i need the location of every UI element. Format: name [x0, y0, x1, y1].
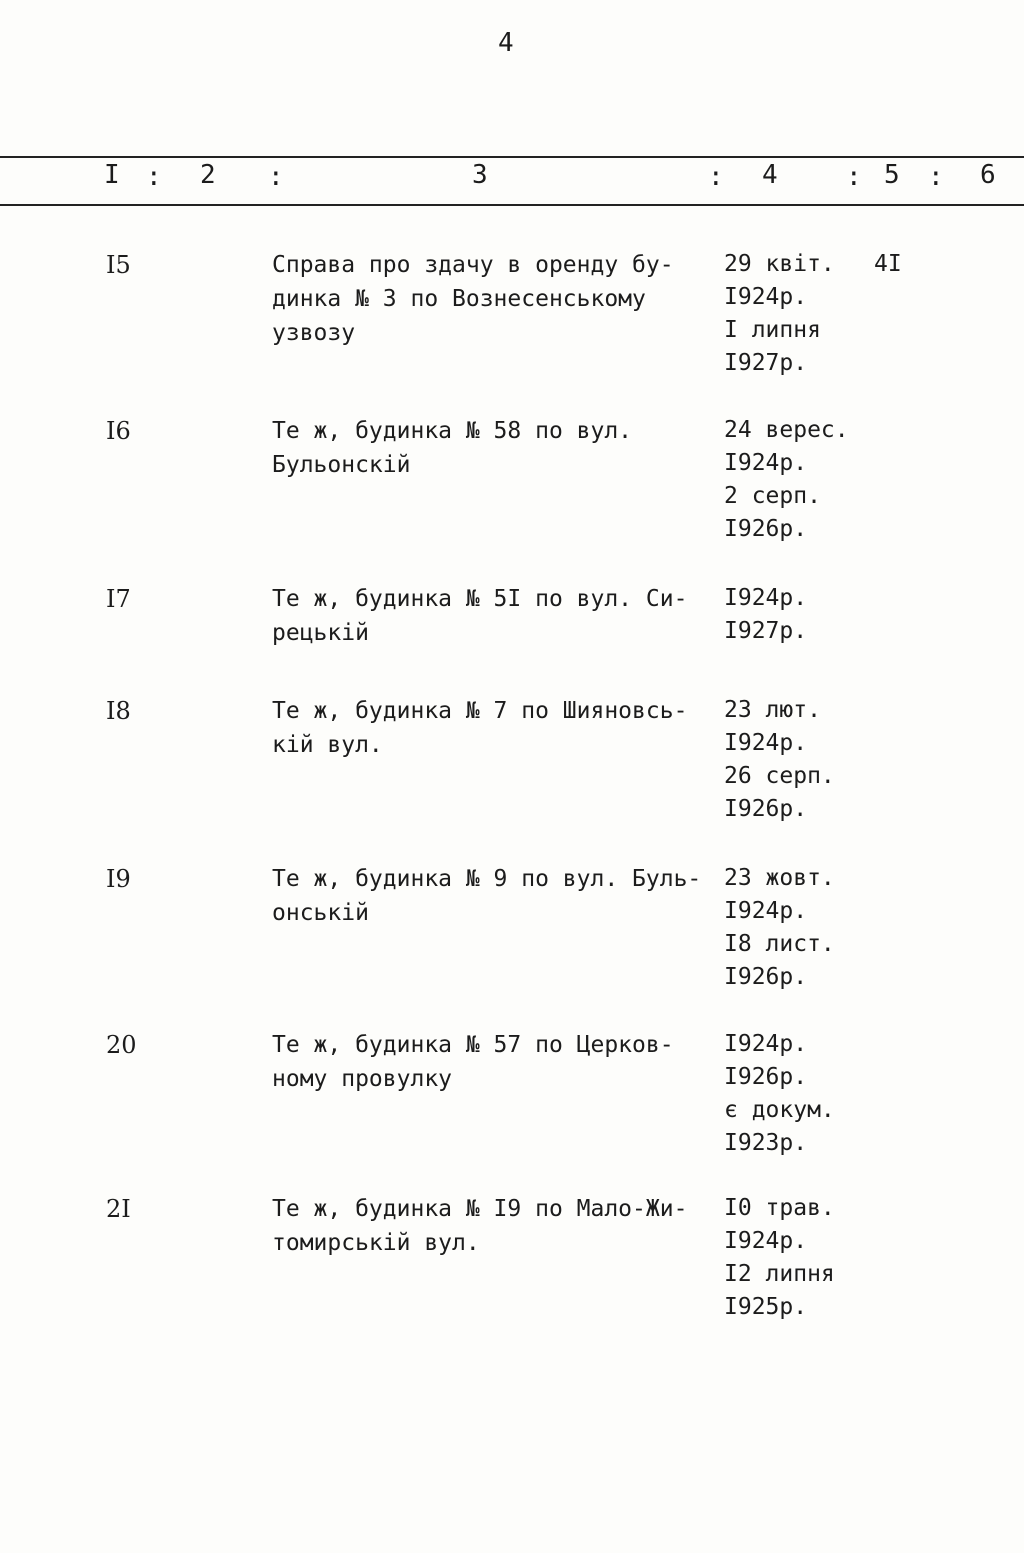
- row-dates: [724, 414, 864, 546]
- header-separator: :: [268, 162, 284, 192]
- header-separator: :: [928, 162, 944, 192]
- date-line: I927р.: [724, 618, 808, 644]
- row-number: I5: [106, 251, 131, 279]
- row-number: 20: [106, 1031, 137, 1059]
- date-line: I0 трав.: [724, 1195, 835, 1221]
- date-line: 29 квіт.: [724, 251, 835, 277]
- row-description: Те ж, будинка № 57 по Церков- ному провулку: [272, 1032, 674, 1092]
- row-description: Те ж, будинка № 5I по вул. Си- рецькій: [272, 586, 688, 646]
- date-line: I924р.: [724, 898, 808, 924]
- date-line: I927р.: [724, 350, 808, 376]
- date-line: 23 жовт.: [724, 865, 835, 891]
- header-separator: :: [846, 162, 862, 192]
- date-line: I924р.: [724, 730, 808, 756]
- header-col-4: 4: [762, 160, 778, 190]
- date-line: I926р.: [724, 1064, 808, 1090]
- date-line: I926р.: [724, 796, 808, 822]
- header-separator: :: [146, 162, 162, 192]
- date-line: I925р.: [724, 1294, 808, 1320]
- row-description: Те ж, будинка № 9 по вул. Буль- онській: [272, 866, 702, 926]
- header-separator: :: [708, 162, 724, 192]
- row-dates: [724, 1192, 864, 1324]
- page-number: 4: [498, 28, 514, 58]
- header-col-1: I: [104, 160, 120, 190]
- header-col-3: 3: [472, 160, 488, 190]
- row-number: I9: [106, 865, 131, 893]
- date-line: 24 верес.: [724, 417, 849, 443]
- header-col-5: 5: [884, 160, 900, 190]
- row-number: 2I: [106, 1195, 131, 1223]
- row-description: Те ж, будинка № 58 по вул. Бульонскій: [272, 418, 633, 478]
- date-line: I924р.: [724, 450, 808, 476]
- row-dates: [724, 248, 864, 380]
- row-dates: [724, 582, 864, 648]
- table-header-rule-top: [0, 156, 1024, 158]
- row-number: I6: [106, 417, 131, 445]
- row-sheets: 4I: [874, 251, 902, 277]
- date-line: 23 лют.: [724, 697, 821, 723]
- date-line: I8 лист.: [724, 931, 835, 957]
- date-line: є докум.: [724, 1097, 835, 1123]
- row-number: I7: [106, 585, 131, 613]
- row-description: Справа про здачу в оренду бу- динка № 3 по Вознесенському узвозу: [272, 252, 674, 346]
- header-col-6: 6: [980, 160, 996, 190]
- date-line: 26 серп.: [724, 763, 835, 789]
- date-line: I924р.: [724, 284, 808, 310]
- row-description: Те ж, будинка № 7 по Шияновсь- кій вул.: [272, 698, 688, 758]
- date-line: I924р.: [724, 1031, 808, 1057]
- row-number: I8: [106, 697, 131, 725]
- row-description: Те ж, будинка № I9 по Мало-Жи- томирській вул.: [272, 1196, 688, 1256]
- date-line: I2 липня: [724, 1261, 835, 1287]
- header-col-2: 2: [200, 160, 216, 190]
- date-line: I926р.: [724, 516, 808, 542]
- date-line: I924р.: [724, 1228, 808, 1254]
- date-line: 2 серп.: [724, 483, 821, 509]
- row-dates: [724, 694, 864, 826]
- date-line: I924р.: [724, 585, 808, 611]
- date-line: I липня: [724, 317, 821, 343]
- table-header-rule-bottom: [0, 204, 1024, 206]
- date-line: I926р.: [724, 964, 808, 990]
- row-dates: [724, 1028, 864, 1160]
- row-dates: [724, 862, 864, 994]
- date-line: I923р.: [724, 1130, 808, 1156]
